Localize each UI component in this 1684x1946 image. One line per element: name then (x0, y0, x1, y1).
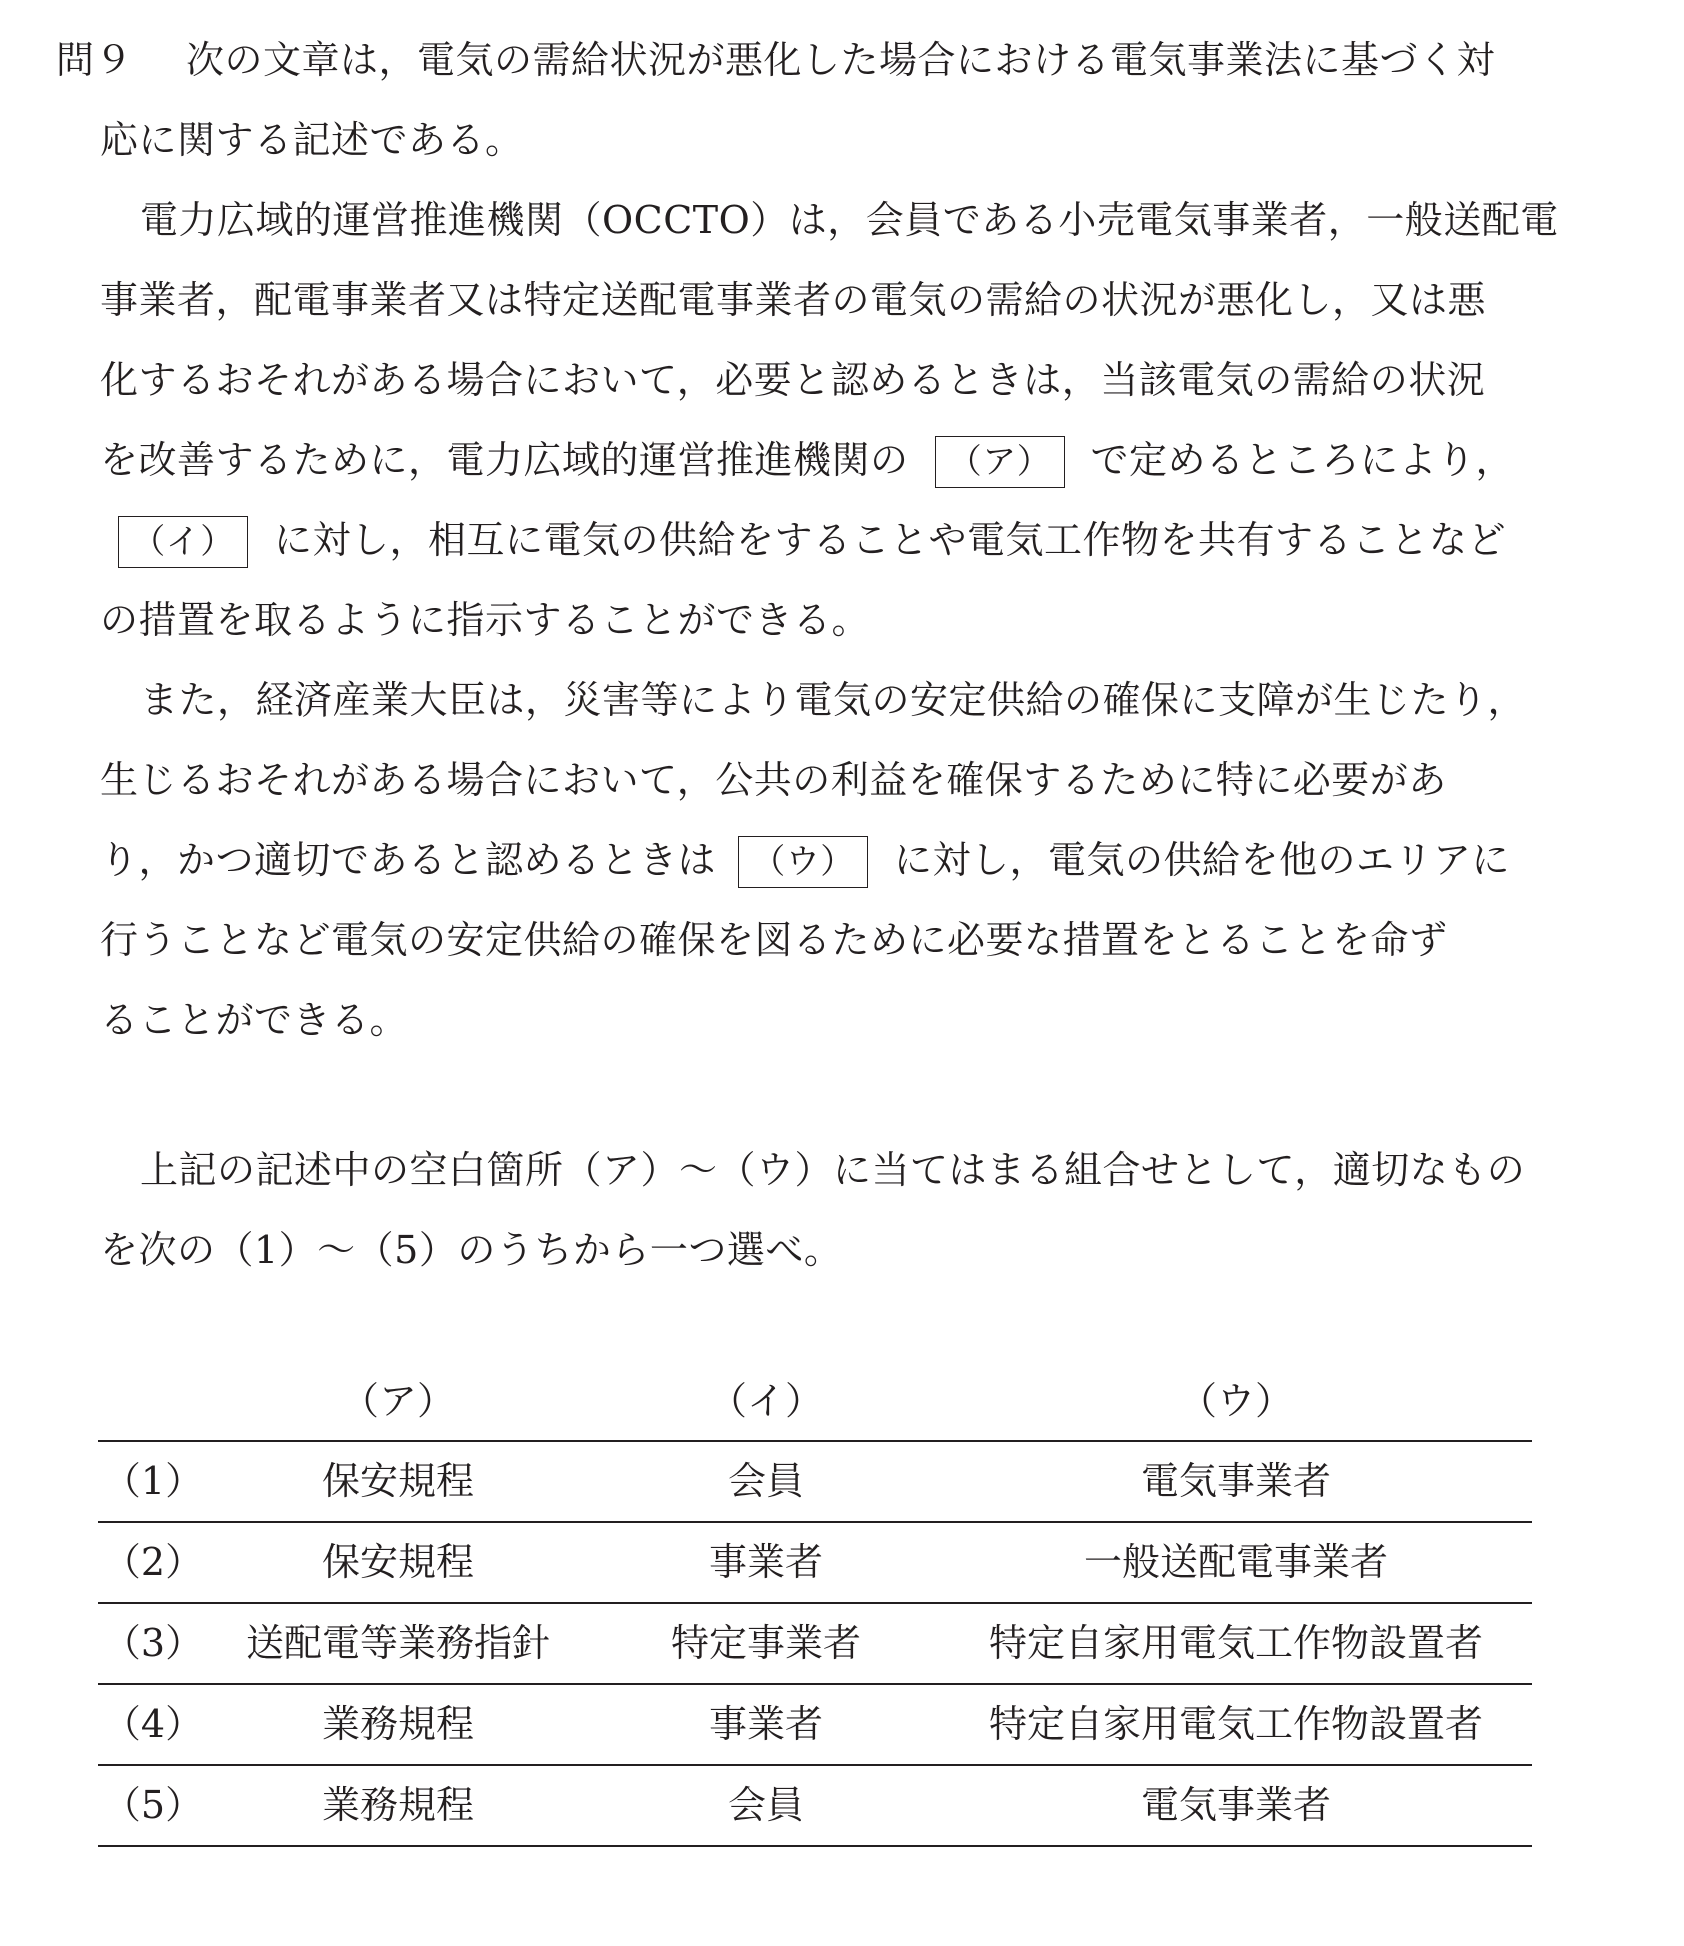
table-rule (98, 1683, 1532, 1685)
option-b: 会員 (727, 1459, 804, 1503)
instruction-line-2: を次の（1）〜（5）のうちから一つ選べ。 (100, 1228, 843, 1272)
table-rule (98, 1764, 1532, 1766)
option-a: 保安規程 (321, 1459, 474, 1503)
option-b: 会員 (727, 1783, 804, 1827)
option-number: （4） (102, 1702, 204, 1746)
option-a: 送配電等業務指針 (245, 1621, 550, 1665)
table-rule-bottom (98, 1845, 1532, 1847)
paragraph-2-line-4: 行うことなど電気の安定供給の確保を図るために必要な措置をとることを命ず (100, 918, 1448, 962)
header-a: （ア） (340, 1379, 455, 1423)
paragraph-1-line-2: 事業者，配電事業者又は特定送配電事業者の電気の需給の状況が悪化し，又は悪 (100, 278, 1487, 322)
option-b: 事業者 (708, 1702, 823, 1746)
option-a: 業務規程 (321, 1702, 474, 1746)
instruction-line-1: 上記の記述中の空白箇所（ア）〜（ウ）に当てはまる組合せとして，適切なもの (140, 1148, 1526, 1192)
option-number: （5） (102, 1783, 204, 1827)
option-c: 一般送配電事業者 (1083, 1540, 1388, 1584)
paragraph-1-line-4-text-before: を改善するために，電力広域的運営推進機関の (100, 438, 909, 482)
option-number: （3） (102, 1621, 204, 1665)
table-rule-top (98, 1440, 1532, 1442)
paragraph-1-line-3: 化するおそれがある場合において，必要と認めるときは，当該電気の需給の状況 (100, 358, 1486, 402)
paragraph-1-line-4-text-after: で定めるところにより， (1090, 438, 1515, 482)
option-b: 特定事業者 (670, 1621, 861, 1665)
paragraph-2-line-3-text-before: り，かつ適切であると認めるときは (100, 838, 717, 882)
paragraph-2-line-5: ることができる。 (100, 998, 409, 1042)
paragraph-1-line-1: 電力広域的運営推進機関（OCCTO）は，会員である小売電気事業者，一般送配電 (140, 198, 1559, 242)
paragraph-2-line-1: また，経済産業大臣は，災害等により電気の安定供給の確保に支障が生じたり， (140, 678, 1527, 722)
table-rule (98, 1521, 1532, 1523)
blank-c-box: （ウ） (738, 836, 868, 888)
option-a: 業務規程 (321, 1783, 474, 1827)
option-number: （1） (102, 1459, 204, 1503)
blank-b-box: （イ） (118, 516, 248, 568)
paragraph-1-line-6: の措置を取るように指示することができる。 (100, 598, 871, 642)
option-a: 保安規程 (321, 1540, 474, 1584)
option-c: 特定自家用電気工作物設置者 (988, 1702, 1483, 1746)
option-c: 電気事業者 (1140, 1459, 1331, 1503)
paragraph-1-line-4 (100, 430, 1514, 490)
option-c: 電気事業者 (1140, 1783, 1331, 1827)
paragraph-2-line-2: 生じるおそれがある場合において，公共の利益を確保するために特に必要があ (100, 758, 1447, 802)
paragraph-1-line-5 (118, 510, 1506, 570)
option-b: 事業者 (708, 1540, 823, 1584)
option-c: 特定自家用電気工作物設置者 (988, 1621, 1483, 1665)
question-intro-line-1: 次の文章は，電気の需給状況が悪化した場合における電気事業法に基づく対 (186, 38, 1496, 82)
header-b: （イ） (708, 1379, 823, 1423)
blank-a-box: （ア） (935, 436, 1065, 488)
table-rule (98, 1602, 1532, 1604)
header-c: （ウ） (1178, 1379, 1293, 1423)
question-number: 問９ (56, 38, 134, 82)
paragraph-2-line-3 (100, 830, 1510, 890)
option-number: （2） (102, 1540, 204, 1584)
paragraph-1-line-5-text: に対し，相互に電気の供給をすることや電気工作物を共有することなど (274, 518, 1507, 562)
paragraph-2-line-3-text-after: に対し，電気の供給を他のエリアに (894, 838, 1511, 882)
question-intro-line-2: 応に関する記述である。 (100, 118, 524, 162)
